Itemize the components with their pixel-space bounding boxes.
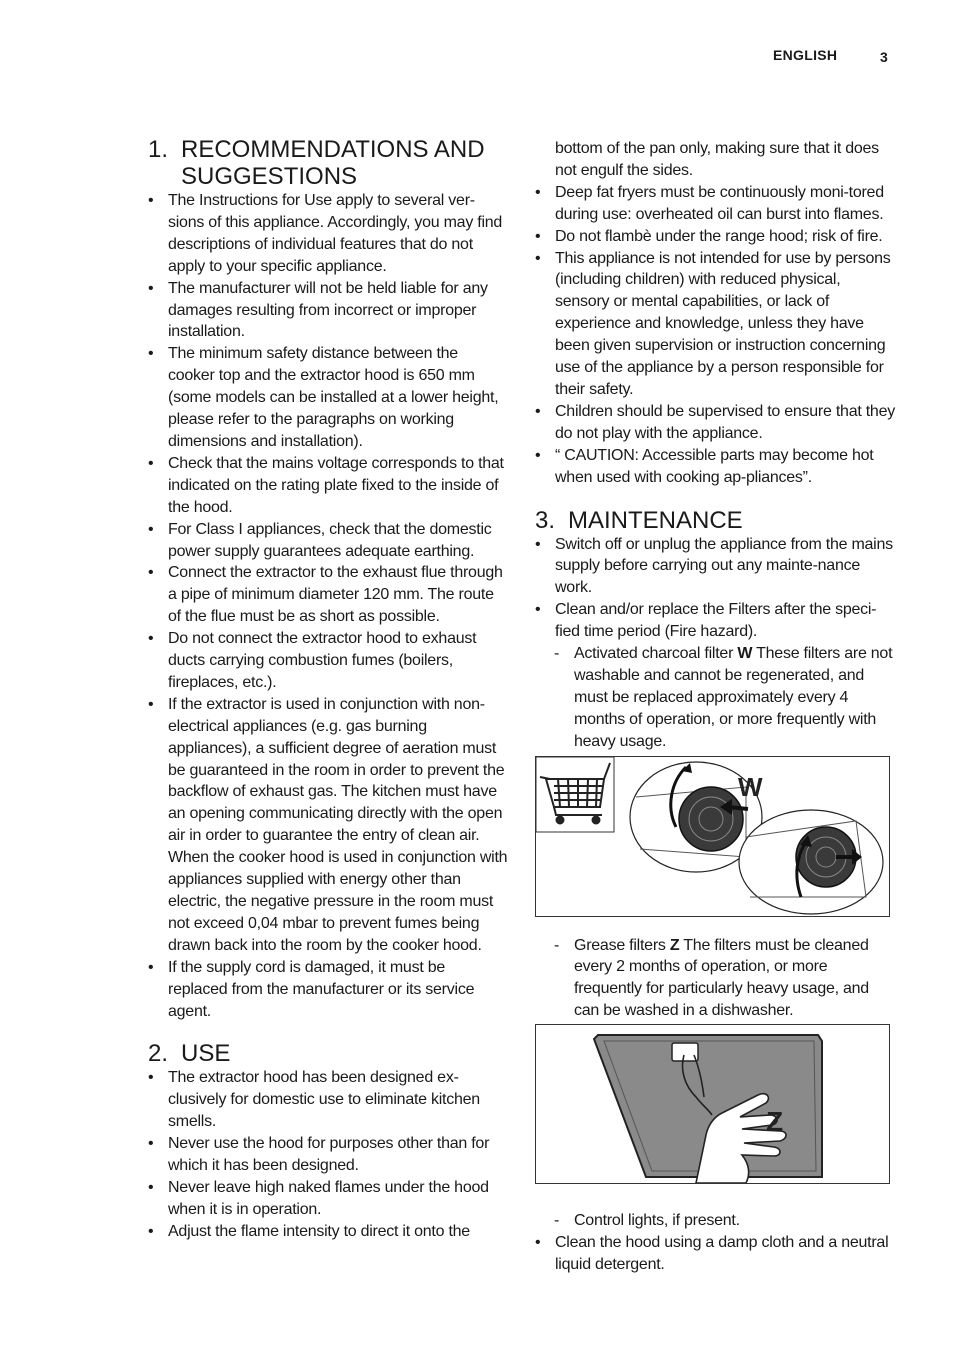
control-lights-text: Control lights, if present. — [574, 1212, 740, 1230]
list-item: • Deep fat fryers must be continuously moni-tored during use: overheated oil can burst into flames. — [535, 182, 895, 226]
section-1-number: 1. — [148, 136, 169, 163]
list-item: • If the supply cord is damaged, it must be replaced from the manufacturer or its service agent. — [148, 957, 508, 1023]
section-1-title-line2: SUGGESTIONS — [181, 163, 358, 190]
hood-motor-detail-2 — [739, 810, 883, 914]
list-item: • For Class I appliances, check that the domestic power supply guarantees adequate earthing. — [148, 519, 508, 563]
section-3-heading — [535, 507, 895, 534]
continued-paragraph: bottom of the pan only, making sure that it does not engulf the sides. — [555, 140, 879, 179]
grease-prefix: Grease filters — [574, 936, 670, 954]
charcoal-prefix: Activated charcoal filter — [574, 645, 738, 663]
list-item: • Connect the extractor to the exhaust flue through a pipe of minimum diameter 120 mm. The route of the flue must be as short as possible. — [148, 562, 508, 628]
dash-marker: - — [554, 645, 560, 663]
dash-marker: - — [554, 1212, 560, 1230]
list-item: • Switch off or unplug the appliance from the mains supply before carrying out any mainte-nance work. — [535, 534, 895, 600]
maintenance-list — [535, 534, 895, 644]
list-item: • Adjust the flame intensity to direct it onto the — [148, 1221, 508, 1243]
dash-marker: - — [554, 936, 560, 954]
list-item: • Do not flambè under the range hood; risk of fire. — [535, 226, 895, 248]
charcoal-filter-note — [535, 643, 895, 753]
grease-letter: Z — [669, 936, 680, 954]
use-list — [148, 1067, 508, 1242]
list-item: • Children should be supervised to ensure that they do not play with the appliance. — [535, 401, 895, 445]
list-item: • Never leave high naked flames under the hood when it is in operation. — [148, 1177, 508, 1221]
section-3-title: MAINTENANCE — [568, 506, 743, 534]
section-2-number: 2. — [148, 1040, 169, 1068]
list-item: • Never use the hood for purposes other than for which it has been designed. — [148, 1133, 508, 1177]
control-lights-note — [535, 1210, 895, 1232]
charcoal-letter: W — [737, 645, 753, 663]
grease-filter-figure — [535, 1024, 890, 1184]
charcoal-filter-illustration — [536, 757, 889, 916]
section-2-heading — [148, 1040, 508, 1067]
section-1-title-line1: RECOMMENDATIONS AND — [181, 136, 485, 163]
maintenance-final-list — [535, 1232, 895, 1276]
charcoal-filter-figure — [535, 756, 890, 917]
list-item: • This appliance is not intended for use by persons (including children) with reduced physical, sensory or mental capabilities, or lack of experience and knowledge, unless they have been given supervision or instruction concerning use of the appliance by a person responsible for their safety. — [535, 248, 895, 401]
list-item: • Do not connect the extractor hood to exhaust ducts carrying combustion fumes (boilers, fireplaces, etc.). — [148, 628, 508, 694]
section-3-number: 3. — [535, 506, 556, 534]
list-item: • The extractor hood has been designed ex-clusively for domestic use to eliminate kitchen smells. — [148, 1067, 508, 1133]
right-column — [535, 138, 895, 1276]
list-item: • Check that the mains voltage corresponds to that indicated on the rating plate fixed to the inside of the hood. — [148, 453, 508, 519]
use-list-continued — [535, 182, 895, 489]
figure-letter-z: Z — [766, 1106, 784, 1138]
page-number: 3 — [880, 49, 888, 65]
recommendations-list — [148, 190, 508, 1022]
left-column — [148, 136, 508, 1243]
list-item: • The minimum safety distance between the cooker top and the extractor hood is 650 mm (some models can be installed at a lower height, please refer to the paragraphs on working dimensions and installation). — [148, 343, 508, 453]
charcoal-text: These filters are not washable and cannot be regenerated, and must be replaced approximately every 4 months of operation, or more frequently with heavy usage. — [574, 645, 893, 750]
list-item: • The Instructions for Use apply to several ver-sions of this appliance. Accordingly, you may find descriptions of individual features that do not apply to your specific appliance. — [148, 190, 508, 278]
list-item: • The manufacturer will not be held liable for any damages resulting from incorrect or improper installation. — [148, 278, 508, 344]
section-2-title: USE — [181, 1040, 231, 1068]
section-1-heading — [148, 136, 508, 190]
list-item: • If the extractor is used in conjunction with non-electrical appliances (e.g. gas burning appliances), a sufficient degree of aeration must be guaranteed in the room in order to prevent the backflow of exhaust gas. The kitchen must have an opening communicating directly with the open air in order to guarantee the entry of clean air. When the cooker hood is used in conjunction with appliances supplied with energy other than electric, the negative pressure in the room must not exceed 0,04 mbar to prevent fumes being drawn back into the room by the cooker hood. — [148, 694, 508, 957]
list-item: • “ CAUTION: Accessible parts may become hot when used with cooking ap-pliances”. — [535, 445, 895, 489]
list-item: • Clean the hood using a damp cloth and a neutral liquid detergent. — [535, 1232, 895, 1276]
grease-filter-illustration — [536, 1025, 889, 1183]
header-language: ENGLISH — [773, 47, 838, 63]
list-item: • Clean and/or replace the Filters after the speci-fied time period (Fire hazard). — [535, 599, 895, 643]
figure-letter-w: W — [738, 771, 763, 802]
grease-filter-note — [535, 935, 895, 1023]
grease-text: The filters must be cleaned every 2 months of operation, or more frequently for particularly heavy usage, and can be washed in a dishwasher. — [574, 936, 869, 1020]
